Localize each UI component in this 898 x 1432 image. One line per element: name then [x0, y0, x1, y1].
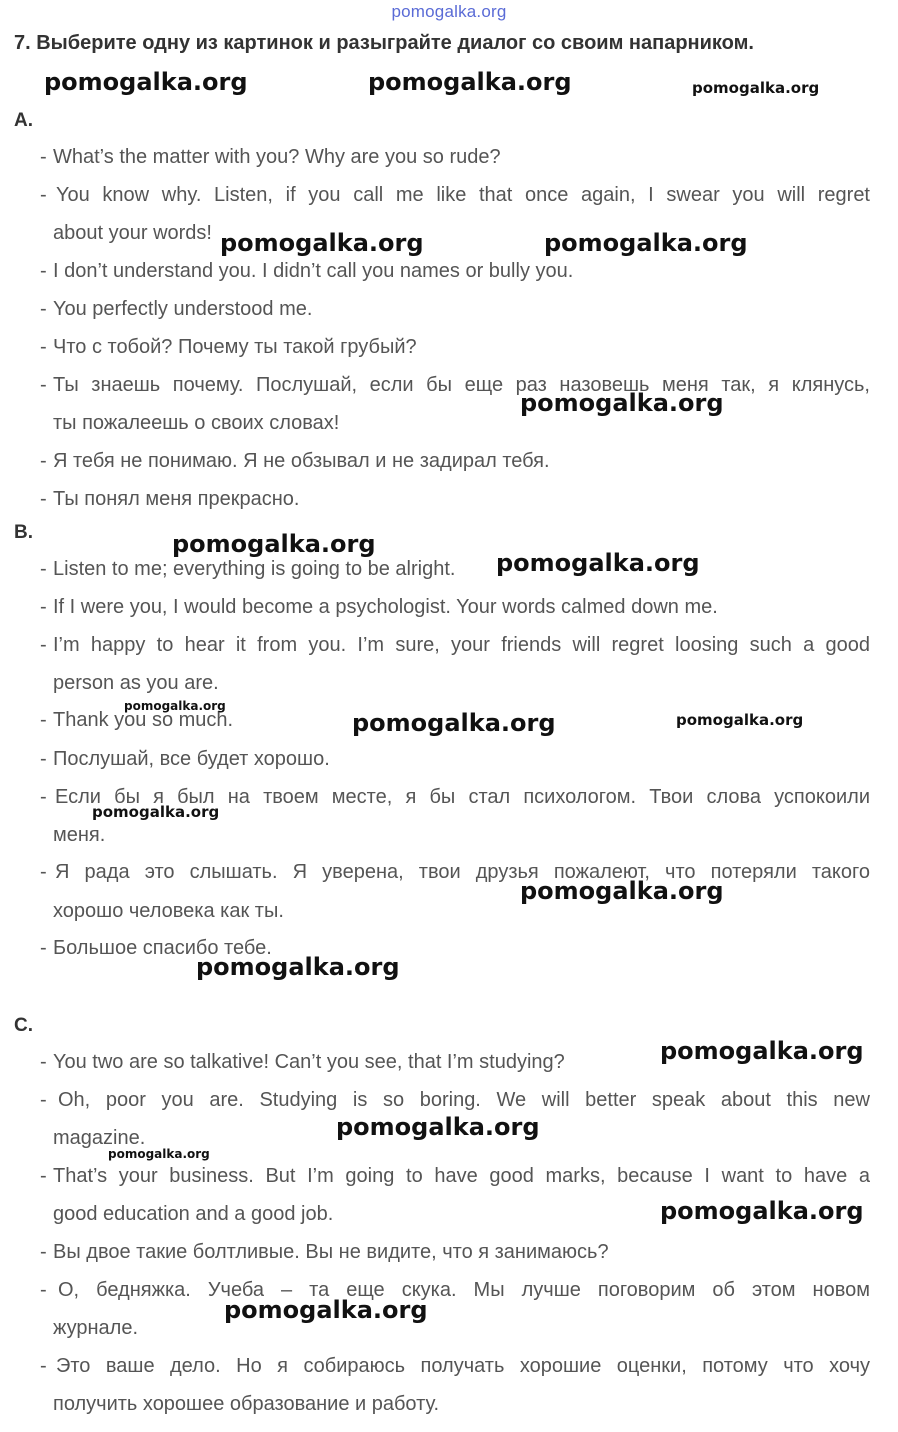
- dialog-line: Послушай, все будет хорошо.: [53, 748, 330, 770]
- dash: -: [40, 488, 47, 510]
- watermark: pomogalka.org: [172, 530, 376, 558]
- dialog-line: You two are so talkative! Can’t you see, that I’m studying?: [53, 1051, 565, 1073]
- dialog-line: Это ваше дело. Но я собираюсь получать хорошие оценки, потому что хочу: [56, 1355, 870, 1377]
- watermark: pomogalka.org: [196, 953, 400, 981]
- dash: -: [40, 861, 47, 883]
- task-title: 7. Выберите одну из картинок и разыграйте диалог со своим напарником.: [14, 32, 754, 54]
- dialog-line: That’s your business. But I’m going to have good marks, because I want to have a: [53, 1165, 870, 1187]
- watermark: pomogalka.org: [108, 1147, 210, 1161]
- dialog-line-cont: ты пожалеешь о своих словах!: [53, 412, 340, 434]
- watermark: pomogalka.org: [368, 68, 572, 96]
- dash: -: [40, 146, 47, 168]
- dash: -: [40, 748, 47, 770]
- dash: -: [40, 374, 47, 396]
- dash: -: [40, 937, 47, 959]
- watermark: pomogalka.org: [224, 1296, 428, 1324]
- dash: -: [40, 260, 47, 282]
- dialog-line-cont: получить хорошее образование и работу.: [53, 1393, 440, 1415]
- dialog-line-cont: хорошо человека как ты.: [53, 900, 284, 922]
- dash: -: [40, 634, 47, 656]
- dash: -: [40, 298, 47, 320]
- dash: -: [40, 786, 47, 808]
- dash: -: [40, 1241, 47, 1263]
- dash: -: [40, 1355, 47, 1377]
- dialog-line-cont: about your words!: [53, 222, 212, 244]
- watermark: pomogalka.org: [520, 389, 724, 417]
- dialog-line-cont: меня.: [53, 824, 106, 846]
- watermark: pomogalka.org: [692, 79, 820, 97]
- watermark: pomogalka.org: [336, 1113, 540, 1141]
- watermark: pomogalka.org: [660, 1037, 864, 1065]
- dialog-line: Вы двое такие болтливые. Вы не видите, что я занимаюсь?: [53, 1241, 609, 1263]
- dash: -: [40, 450, 47, 472]
- dialog-line: I don’t understand you. I didn’t call you names or bully you.: [53, 260, 574, 282]
- dialog-line: Я тебя не понимаю. Я не обзывал и не задирал тебя.: [53, 450, 550, 472]
- dash: -: [40, 596, 47, 618]
- dialog-line-cont: magazine.: [53, 1127, 146, 1149]
- dash: -: [40, 336, 47, 358]
- section-c-label: C.: [14, 1015, 33, 1036]
- watermark: pomogalka.org: [124, 699, 226, 713]
- dialog-line: Ты знаешь почему. Послушай, если бы еще раз назовешь меня так, я клянусь,: [53, 374, 870, 396]
- dialog-line: Если бы я был на твоем месте, я бы стал психологом. Твои слова успокоили: [55, 786, 870, 808]
- dash: -: [40, 184, 47, 206]
- dialog-line-cont: good education and a good job.: [53, 1203, 334, 1225]
- dialog-line: Я рада это слышать. Я уверена, твои друзья пожалеют, что потеряли такого: [55, 861, 870, 883]
- dialog-line: Большое спасибо тебе.: [53, 937, 272, 959]
- site-logo: pomogalka.org: [391, 2, 507, 21]
- dash: -: [40, 558, 47, 580]
- dialog-line: Thank you so much.: [53, 709, 234, 731]
- dialog-line-cont: журнале.: [53, 1317, 139, 1339]
- dialog-line: If I were you, I would become a psychologist. Your words calmed down me.: [53, 596, 718, 618]
- dialog-line-cont: person as you are.: [53, 672, 219, 694]
- dialog-line: You perfectly understood me.: [53, 298, 313, 320]
- dialog-line: What’s the matter with you? Why are you so rude?: [53, 146, 501, 168]
- dash: -: [40, 1165, 47, 1187]
- watermark: pomogalka.org: [92, 803, 220, 821]
- watermark: pomogalka.org: [220, 229, 424, 257]
- dialog-line: You know why. Listen, if you call me like that once again, I swear you will regret: [56, 184, 870, 206]
- dash: -: [40, 1279, 47, 1301]
- dialog-line: I’m happy to hear it from you. I’m sure, your friends will regret loosing such a good: [53, 634, 870, 656]
- dialog-line: Что с тобой? Почему ты такой грубый?: [53, 336, 417, 358]
- dash: -: [40, 1089, 47, 1111]
- watermark: pomogalka.org: [660, 1197, 864, 1225]
- dash: -: [40, 709, 47, 731]
- dialog-line: Listen to me; everything is going to be alright.: [53, 558, 456, 580]
- section-a-label: A.: [14, 110, 33, 131]
- watermark: pomogalka.org: [676, 711, 804, 729]
- dialog-line: О, бедняжка. Учеба – та еще скука. Мы лучше поговорим об этом новом: [58, 1279, 870, 1301]
- dialog-line: Ты понял меня прекрасно.: [53, 488, 300, 510]
- dash: -: [40, 1051, 47, 1073]
- watermark: pomogalka.org: [352, 709, 556, 737]
- watermark: pomogalka.org: [544, 229, 748, 257]
- watermark: pomogalka.org: [496, 549, 700, 577]
- watermark: pomogalka.org: [44, 68, 248, 96]
- dialog-line: Oh, poor you are. Studying is so boring. We will better speak about this new: [58, 1089, 870, 1111]
- section-b-label: B.: [14, 522, 33, 543]
- watermark: pomogalka.org: [520, 877, 724, 905]
